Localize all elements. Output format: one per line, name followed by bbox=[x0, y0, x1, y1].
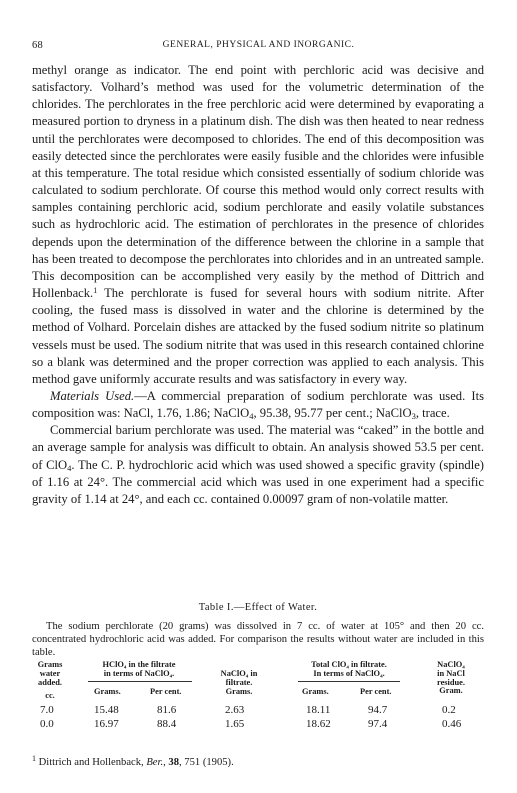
page-header bbox=[32, 40, 485, 54]
table-description: The sodium perchlorate (20 grams) was dissolved in 7 cc. of water at 105° and then 20 cc. concentrated hydrochloric acid was added. For comparison the results without water are included in this table. bbox=[32, 621, 484, 659]
header-water: Grams water added. cc. bbox=[37, 660, 63, 701]
header-hclo4-grams: Grams. bbox=[94, 687, 121, 696]
table-caption: Table I.—Effect of Water. bbox=[198, 602, 318, 613]
footnote-ref: 1 bbox=[93, 286, 98, 296]
paragraph-barium: Commercial barium perchlorate was used. The material was “caked” in the bottle and an average sample for analysis was difficult to obtain. An analysis showed 53.5 per cent. of ClO$_4$. The C. P. hydrochloric acid which was used showed a specific gravity (spindle) of 1.16 at 24°. The commercial acid which was used in one experiment had a specific gravity of 1.14 at 24°, and each cc. contained 0.00097 gram of non-volatile matter. bbox=[32, 423, 484, 506]
running-head: GENERAL, PHYSICAL AND INORGANIC. bbox=[162, 40, 355, 50]
paragraph-methods: methyl orange as indicator. The end point with perchloric acid was decisive and satisfactory. Volhard’s method was used for the volumetric determination of the chlorides. The perchlorates in the free perchloric acid were determined by evaporating a measured portion to dryness in a platinum dish. The dish was then heated to near redness until the perchlorates were decomposed to chlorides. The end of this decomposition was easily detected since the perchlorates were easily fusible and the chlorides were infusible at this temperature. The total residue which consisted essentially of sodium chloride was calculated to sodium perchlorate. Of course this method would only correct results with samples containing perchloric acid, sodium perchlorate and easily volatile substances such as hydrochloric acid. The estimation of perchlorates in the presence of chlorides depends upon the determination of the difference between the chlorine in a sample that has been treated to decompose the perchlorates into chlorides and in an untreated sample. This decomposition can be accomplished very easily by the method of Dittrich and Hollenback.$^1$ The perchlorate is fused for several hours with sodium nitrite. After cooling, the fused mass is dissolved in water and the chlorine is determined by the method of Volhard. Porcelain dishes are attacked by the fused sodium nitrite so platinum vessels must be used. The sodium nitrite that was used in this research contained chlorine so a blank was determined and the proper correction was applied to each analysis. This method gave uniformly accurate results and was satisfactory in every way. bbox=[32, 63, 484, 386]
table-cell: 7.0 bbox=[40, 704, 54, 716]
paragraph-materials: Materials Used.—A commercial preparation of sodium perchlorate was used. Its composition was: NaCl, 1.76, 1.86; NaClO$_4$, 95.38, 95.77 per cent.; NaClO$_3$, trace. bbox=[32, 388, 484, 422]
table-cell: 81.6 bbox=[157, 704, 177, 716]
table-cell: 0.0 bbox=[40, 718, 54, 730]
table-cell: 16.97 bbox=[94, 718, 119, 730]
header-hclo4-filtrate: HClO₄ in the filtrate in terms of NaClO₄. bbox=[102, 660, 176, 678]
table-cell: 2.63 bbox=[225, 704, 245, 716]
footnote: $^1$ Dittrich and Hollenback, Ber., 38, 751 (1905). bbox=[32, 754, 234, 768]
table-cell: 88.4 bbox=[157, 718, 177, 730]
table-cell: 15.48 bbox=[94, 704, 119, 716]
header-naclo4-filtrate: NaClO₄ in filtrate. Grams. bbox=[220, 669, 258, 696]
table-cell: 18.11 bbox=[306, 704, 331, 716]
materials-heading: Materials Used. bbox=[50, 388, 135, 403]
header-total-grams: Grams. bbox=[302, 687, 329, 696]
table-cell: 94.7 bbox=[368, 704, 388, 716]
table-cell: 18.62 bbox=[306, 718, 331, 730]
page-number: 68 bbox=[32, 40, 44, 51]
header-total-percent: Per cent. bbox=[360, 687, 392, 696]
table-cell: 97.4 bbox=[368, 718, 388, 730]
header-total-clo4: Total ClO₄ in filtrate. In terms of NaClO₄. bbox=[311, 660, 387, 678]
table-cell: 1.65 bbox=[225, 718, 245, 730]
header-hclo4-percent: Per cent. bbox=[150, 687, 182, 696]
header-naclo4-residue: NaClO₄ in NaCl residue. Gram. bbox=[437, 660, 465, 696]
table-cell: 0.46 bbox=[442, 718, 462, 730]
table-cell: 0.2 bbox=[442, 704, 456, 716]
body-text bbox=[32, 62, 484, 508]
